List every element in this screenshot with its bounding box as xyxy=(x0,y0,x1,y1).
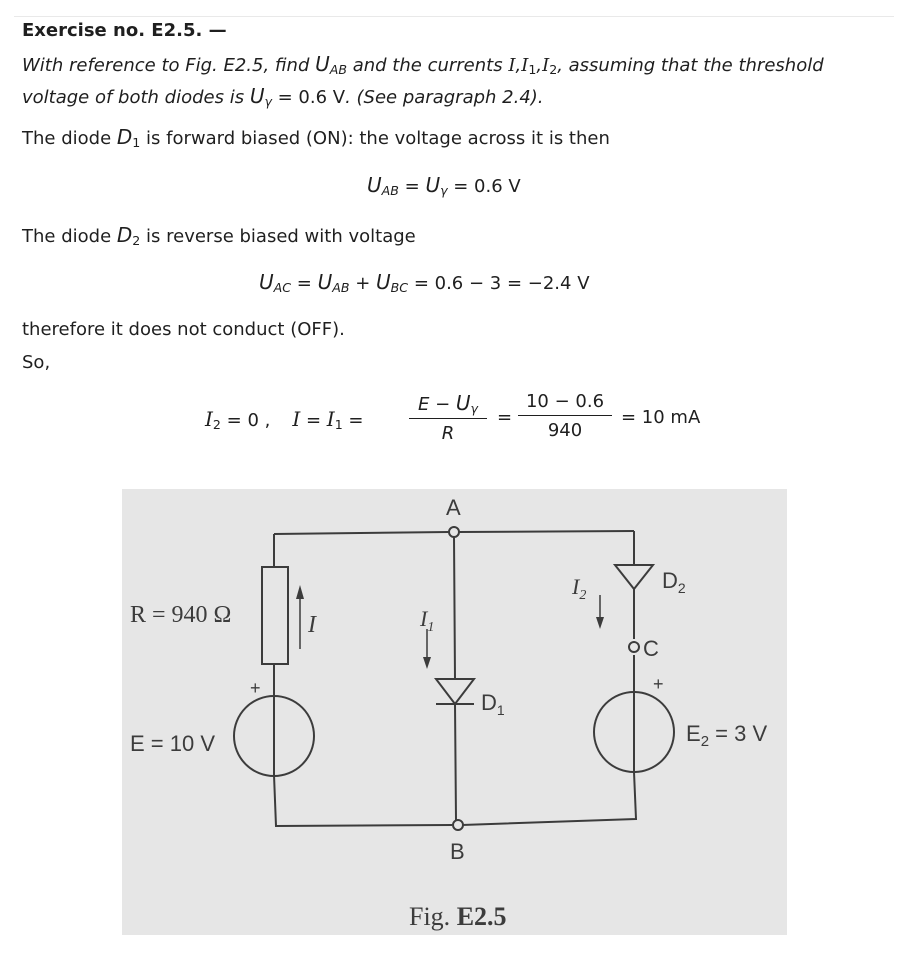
sub-1: 1 xyxy=(528,62,537,78)
paragraph-off: therefore it does not conduct (OFF). xyxy=(22,319,345,340)
equals: = xyxy=(300,410,327,431)
sub-1: 1 xyxy=(132,135,141,151)
var-I: I xyxy=(508,55,516,76)
resistor-label: R = 940 Ω xyxy=(130,602,232,628)
circuit-figure xyxy=(122,489,787,935)
sub-2: 2 xyxy=(212,417,221,433)
intro-text: With reference to Fig. E2.5, find xyxy=(22,55,316,76)
current-label-I2: $I_2$ xyxy=(572,574,587,603)
current-label-I1: $I_1$ xyxy=(420,606,435,635)
var-I1: I xyxy=(521,55,529,76)
sub-AB: AB xyxy=(381,183,399,199)
sub-gamma: γ xyxy=(440,183,448,199)
sub-1: 1 xyxy=(334,417,343,433)
value: = 0.6 V xyxy=(447,176,521,197)
var-I: I xyxy=(205,407,213,431)
var-U: U xyxy=(315,52,330,76)
fraction-denominator: R xyxy=(441,423,455,444)
var-U: U xyxy=(425,173,441,197)
node-label-B: B xyxy=(450,839,465,864)
intro-text: . (See paragraph 2.4). xyxy=(345,87,544,108)
sub-2: 2 xyxy=(549,62,558,78)
fraction-numerator: 10 − 0.6 xyxy=(525,391,605,412)
sub-gamma: γ xyxy=(264,94,272,110)
fraction-symbolic xyxy=(409,391,487,444)
sub-BC: BC xyxy=(390,280,409,296)
text: is reverse biased with voltage xyxy=(140,226,416,247)
equals: = xyxy=(398,176,426,197)
var-U: U xyxy=(376,270,391,294)
threshold-value: = 0.6 V xyxy=(271,87,346,108)
sub-AB: AB xyxy=(332,280,350,296)
var-I: I xyxy=(326,407,335,431)
fraction-numerator xyxy=(418,391,478,417)
equation-uac xyxy=(259,270,590,294)
equation-uab xyxy=(367,173,521,197)
node-label-A: A xyxy=(446,495,461,520)
text: The diode xyxy=(22,226,117,247)
var-D: D xyxy=(116,223,133,247)
var-I: I xyxy=(292,407,301,431)
diode-label-D2: $D_2$ xyxy=(662,568,686,596)
var-U: U xyxy=(455,391,471,415)
value: = 0 , xyxy=(220,410,271,431)
equals: = xyxy=(497,407,513,428)
sub-AC: AC xyxy=(273,280,292,296)
var-U: U xyxy=(249,84,265,108)
var-I2: I xyxy=(542,55,550,76)
intro-line-2 xyxy=(22,84,544,108)
minus: − xyxy=(429,394,456,415)
current-label-I: I xyxy=(308,612,316,638)
plus: + xyxy=(349,273,377,294)
intro-text: , assuming that the threshold xyxy=(557,55,824,76)
source-E2-label: $E_2 = 3$ V xyxy=(686,721,768,750)
equals: = xyxy=(291,273,318,294)
var-U: U xyxy=(367,173,382,197)
intro-line-1: With reference to Fig. E2.5, find $U_{AB}$ and the currents $I,I_1,I_2$, assuming that the threshold xyxy=(22,52,824,78)
paragraph-d1 xyxy=(22,125,610,149)
fraction-denominator: 940 xyxy=(547,420,583,441)
source-E2-plus: + xyxy=(653,674,664,694)
sub-AB: AB xyxy=(329,62,347,78)
intro-text: and the currents xyxy=(347,55,509,76)
var-U: U xyxy=(317,270,333,294)
var-U: U xyxy=(259,270,274,294)
sub-2: 2 xyxy=(132,233,141,249)
source-E-label: E = 10 V xyxy=(130,731,216,756)
var-E: E xyxy=(418,394,430,415)
intro-text: voltage of both diodes is xyxy=(22,87,250,108)
figure-caption: Fig. E2.5 xyxy=(409,902,507,931)
node-label-C: C xyxy=(643,636,659,661)
equals: = xyxy=(342,410,364,431)
exercise-title: Exercise no. E2.5. — xyxy=(22,20,227,41)
var-D: D xyxy=(116,125,133,149)
paragraph-so: So, xyxy=(22,352,51,373)
fraction-numeric xyxy=(518,391,612,441)
source-E-plus: + xyxy=(250,678,261,698)
diode-label-D1: $D_1$ xyxy=(481,690,505,718)
equation-currents-left xyxy=(205,407,364,431)
result: = 10 mA xyxy=(621,407,701,428)
paragraph-d2 xyxy=(22,223,416,247)
text: is forward biased (ON): the voltage across it is then xyxy=(140,128,610,149)
value: = 0.6 − 3 = −2.4 V xyxy=(408,273,590,294)
sub-gamma: γ xyxy=(470,401,478,417)
text: The diode xyxy=(22,128,117,149)
top-divider xyxy=(14,16,894,17)
